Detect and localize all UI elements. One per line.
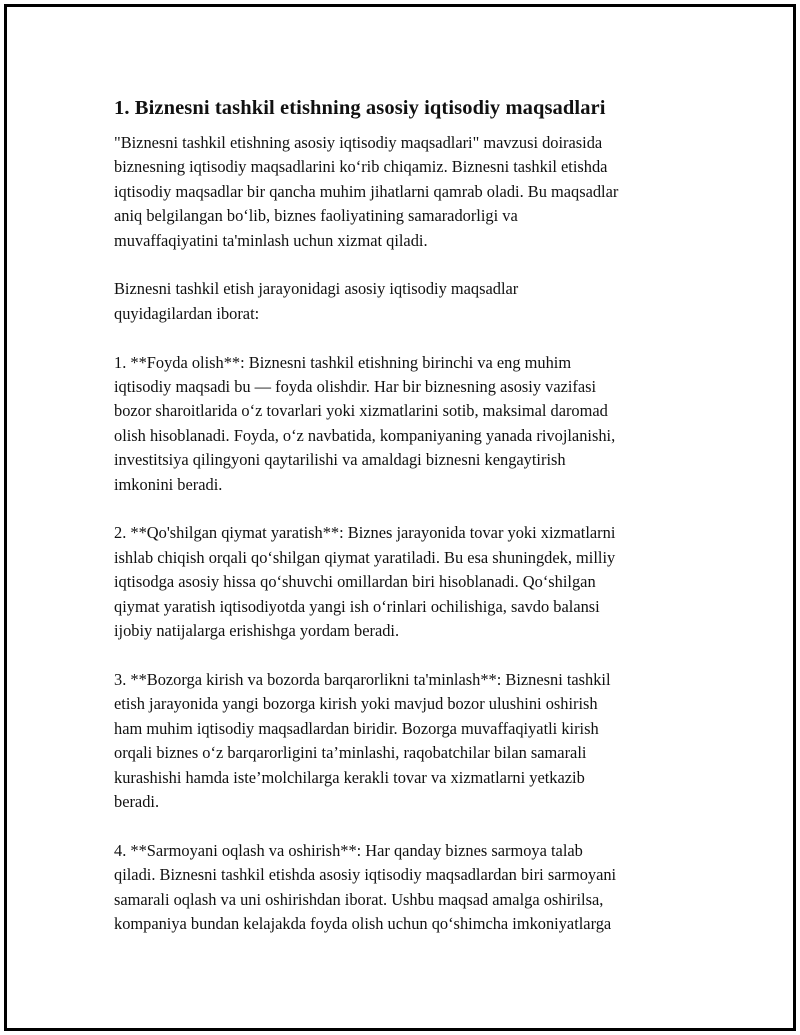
text-line: iqtisodiy maqsadi bu — foyda olishdir. Har bir biznesning asosiy vazifasi — [114, 377, 597, 397]
text-line: ishlab chiqish orqali qoʻshilgan qiymat yaratiladi. Bu esa shuningdek, milliy — [114, 547, 616, 567]
text-line: orqali biznes oʻz barqarorligini ta’minlashi, raqobatchilar bilan samarali — [114, 743, 587, 763]
text-line: samarali oqlash va uni oshirishdan iborat. Ushbu maqsad amalga oshirilsa, — [114, 889, 604, 909]
list-item-investment — [114, 839, 694, 937]
text-line: kompaniya bundan kelajakda foyda olish uchun qoʻshimcha imkoniyatlarga — [114, 913, 612, 933]
text-line: 1. **Foyda olish**: Biznesni tashkil etishning birinchi va eng muhim — [114, 352, 572, 372]
intro-paragraph — [114, 131, 694, 253]
text-line: kurashishi hamda iste’molchilarga kerakli tovar va xizmatlarni yetkazib — [114, 767, 585, 787]
section-heading: 1. Biznesni tashkil etishning asosiy iqtisodiy maqsadlari — [114, 97, 606, 119]
text-line: muvaffaqiyatini ta'minlash uchun xizmat qiladi. — [114, 230, 428, 250]
text-line: qiymat yaratish iqtisodiyotda yangi ish oʻrinlari ochilishiga, savdo balansi — [114, 596, 600, 616]
list-item-added-value — [114, 521, 694, 643]
text-line: aniq belgilangan boʻlib, biznes faoliyatining samaradorligi va — [114, 206, 518, 226]
text-line: ham muhim iqtisodiy maqsadlardan biridir. Bozorga muvaffaqiyatli kirish — [114, 718, 599, 738]
list-intro-paragraph — [114, 277, 694, 326]
text-line: bozor sharoitlarida oʻz tovarlari yoki xizmatlarini sotib, maksimal daromad — [114, 401, 608, 421]
list-item-profit — [114, 351, 694, 497]
text-line: investitsiya qilingyoni qaytarilishi va amaldagi biznesni kengaytirish — [114, 450, 566, 470]
text-line: 4. **Sarmoyani oqlash va oshirish**: Har qanday biznes sarmoya talab — [114, 840, 583, 860]
text-line: "Biznesni tashkil etishning asosiy iqtisodiy maqsadlari" mavzusi doirasida — [114, 133, 603, 152]
text-line: etish jarayonida yangi bozorga kirish yoki mavjud bozor ulushini oshirish — [114, 694, 598, 714]
text-line: biznesning iqtisodiy maqsadlarini koʻrib chiqamiz. Biznesni tashkil etishda — [114, 157, 608, 177]
text-line: iqtisodga asosiy hissa qoʻshuvchi omillardan biri hisoblanadi. Qoʻshilgan — [114, 572, 596, 592]
text-line: qiladi. Biznesni tashkil etishda asosiy iqtisodiy maqsadlardan biri sarmoyani — [114, 865, 617, 885]
text-line: Biznesni tashkil etish jarayonidagi asosiy iqtisodiy maqsadlar — [114, 279, 519, 299]
text-line: 2. **Qo'shilgan qiymat yaratish**: Biznes jarayonida tovar yoki xizmatlarni — [114, 523, 616, 543]
text-line: 3. **Bozorga kirish va bozorda barqarorlikni ta'minlash**: Biznesni tashkil — [114, 669, 611, 689]
text-line: quyidagilardan iborat: — [114, 303, 260, 323]
text-line: imkonini beradi. — [114, 474, 223, 494]
text-line: ijobiy natijalarga erishishga yordam beradi. — [114, 621, 400, 641]
list-item-market-entry — [114, 668, 694, 814]
document-body — [114, 95, 694, 961]
text-line: iqtisodiy maqsadlar bir qancha muhim jihatlarni qamrab oladi. Bu maqsadlar — [114, 181, 619, 201]
text-line: olish hisoblanadi. Foyda, oʻz navbatida, kompaniyaning yanada rivojlanishi, — [114, 425, 616, 445]
text-line: beradi. — [114, 791, 160, 811]
